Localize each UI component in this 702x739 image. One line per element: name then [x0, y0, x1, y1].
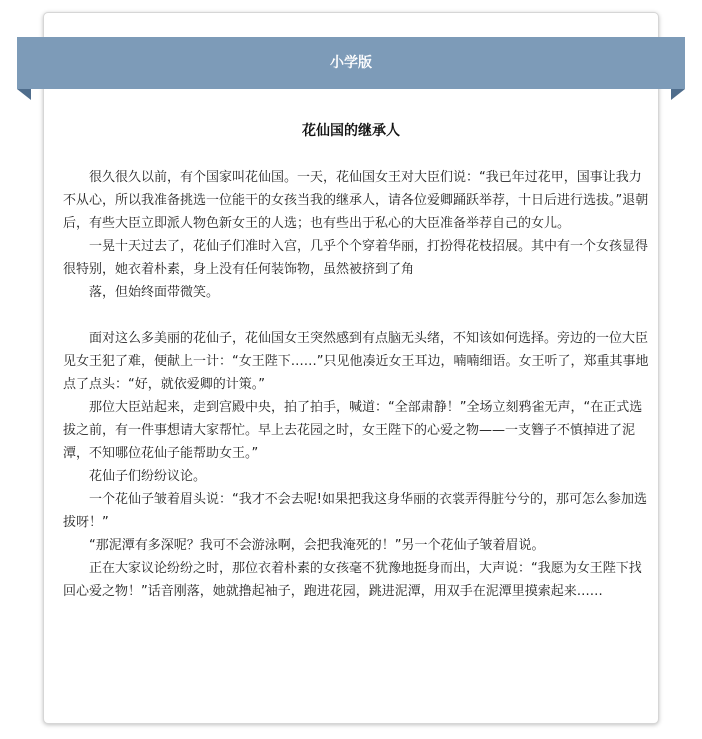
paragraph: 那位大臣站起来，走到宫殿中央，拍了拍手，喊道：“全部肃静！”全场立刻鸦雀无声，“在正式选拔之前，有一件事想请大家帮忙。早上去花园之时，女王陛下的心爱之物——一支簪子不慎掉进了泥潭，不知哪位花仙子能帮助女王。”	[63, 400, 643, 461]
paragraph: 一个花仙子皱着眉头说：“我才不会去呢!如果把我这身华丽的衣裳弄得脏兮兮的，那可怎么参加选拔呀！”	[63, 492, 647, 530]
paragraph: 一晃十天过去了，花仙子们准时入宫，几乎个个穿着华丽，打扮得花枝招展。其中有一个女孩显得很特别，她衣着朴素，身上没有任何装饰物，虽然被挤到了角	[63, 239, 649, 277]
blank-line	[63, 304, 651, 327]
ribbon-fold-left	[17, 89, 31, 100]
ribbon-fold-right	[671, 89, 685, 100]
paragraph: 正在大家议论纷纷之时，那位衣着朴素的女孩毫不犹豫地挺身而出，大声说：“我愿为女王陛下找回心爱之物！”话音刚落，她就撸起袖子，跑进花园，跳进泥潭，用双手在泥潭里摸索起来……	[63, 561, 642, 599]
paragraph: 落，但始终面带微笑。	[89, 285, 220, 300]
paragraph: “那泥潭有多深呢？我可不会游泳啊，会把我淹死的！”另一个花仙子皱着眉说。	[89, 538, 545, 553]
paragraph: 很久很久以前，有个国家叫花仙国。一天，花仙国女王对大臣们说：“我已年过花甲，国事让我力不从心，所以我准备挑选一位能干的女孩当我的继承人，请各位爱卿踊跃举荐，十日后进行选拔。”退朝后，有些大臣立即派人物色新女王的人选；也有些出于私心的大臣准备举荐自己的女儿。	[63, 170, 649, 231]
paragraph: 花仙子们纷纷议论。	[89, 469, 207, 484]
level-banner: 小学版	[17, 37, 685, 89]
article-body	[63, 166, 651, 603]
paragraph: 面对这么多美丽的花仙子，花仙国女王突然感到有点脑无头绪，不知该如何选择。旁边的一位大臣见女王犯了难，便献上一计：“女王陛下……”只见他凑近女王耳边，喃喃细语。女王听了，郑重其事地点了点头：“好，就依爱卿的计策。”	[63, 331, 649, 392]
article-title: 花仙国的继承人	[302, 123, 400, 139]
